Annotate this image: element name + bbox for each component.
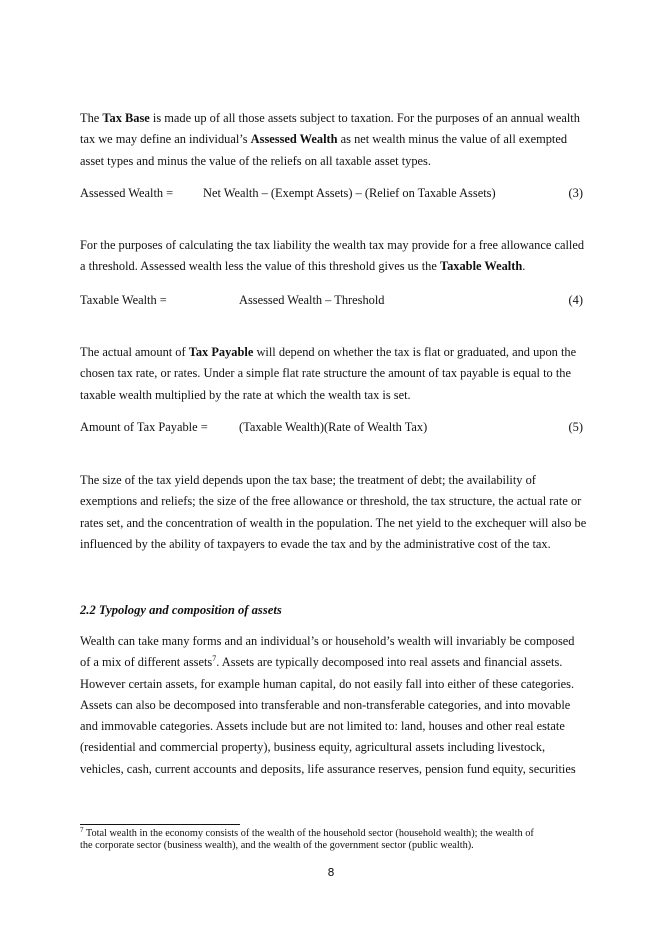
text-line: taxable wealth multiplied by the rate at which the wealth tax is set. xyxy=(80,387,411,402)
text-line: Assets can also be decomposed into transferable and non-transferable categories, and into movable xyxy=(80,697,571,712)
equation-rhs: (Taxable Wealth)(Rate of Wealth Tax) xyxy=(239,420,428,434)
page-number: 8 xyxy=(327,866,335,879)
equation-number: (3) xyxy=(568,186,583,200)
equation-3 xyxy=(80,183,583,203)
text: . Assets are typically decomposed into real assets and financial assets. xyxy=(216,655,563,670)
text: as net wealth minus the value of all exempted xyxy=(337,132,568,147)
footnote-marker: 7 xyxy=(80,826,84,834)
paragraph-tax-base xyxy=(80,108,584,172)
text: Total wealth in the economy consists of the wealth of the household sector (household wealth); the wealth of xyxy=(83,828,534,839)
text: The actual amount of xyxy=(80,345,189,359)
footnote-line: the corporate sector (business wealth), and the wealth of the government sector (public wealth). xyxy=(80,839,474,851)
text-line: (residential and commercial property), business equity, agricultural assets including livestock, xyxy=(80,740,546,755)
equation-rhs: Net Wealth – (Exempt Assets) – (Relief on Taxable Assets) xyxy=(203,186,496,200)
text-line: asset types and minus the value of the reliefs on all taxable asset types. xyxy=(80,153,431,168)
term-tax-base: Tax Base xyxy=(102,111,150,125)
equation-5 xyxy=(80,417,583,437)
term-tax-payable: Tax Payable xyxy=(188,345,254,359)
text: a threshold. Assessed wealth less the value of this threshold gives us the xyxy=(80,259,440,274)
footnote-reference[interactable]: 7 xyxy=(212,654,217,664)
text-line: chosen tax rate, or rates. Under a simple flat rate structure the amount of tax payable is equal to the xyxy=(80,366,571,381)
text-line xyxy=(80,652,584,673)
paragraph-threshold xyxy=(80,235,584,278)
equation-number: (4) xyxy=(568,293,583,307)
equation-lhs: Amount of Tax Payable = xyxy=(80,420,208,434)
text-line: The size of the tax yield depends upon the tax base; the treatment of debt; the availability of xyxy=(80,473,536,487)
footnote-line xyxy=(80,828,590,840)
text-line xyxy=(80,342,584,363)
text-line: However certain assets, for example human capital, do not easily fall into either of these categories. xyxy=(80,676,575,691)
text: The xyxy=(80,111,103,125)
text: of a mix of different assets xyxy=(80,655,213,670)
text-line: For the purposes of calculating the tax liability the wealth tax may provide for a free allowance called xyxy=(80,238,585,252)
equation-rhs: Assessed Wealth – Threshold xyxy=(239,293,385,307)
text: will depend on whether the tax is flat or graduated, and upon the xyxy=(253,345,577,359)
term-taxable-wealth: Taxable Wealth xyxy=(439,259,523,274)
text-line xyxy=(80,129,584,150)
text-line: vehicles, cash, current accounts and deposits, life assurance reserves, pension fund equity, securities xyxy=(80,761,576,776)
text-line xyxy=(80,256,584,277)
paragraph-tax-yield xyxy=(80,470,587,555)
equation-number: (5) xyxy=(568,420,583,434)
equation-4 xyxy=(80,290,583,310)
text-line: rates set, and the concentration of wealth in the population. The net yield to the exchequer will also be xyxy=(80,515,587,530)
text-line: and immovable categories. Assets include but are not limited to: land, houses and other real estate xyxy=(80,719,565,734)
text: tax we may define an individual’s xyxy=(80,132,251,147)
text-line xyxy=(80,108,584,129)
text: . xyxy=(522,259,526,274)
text: is made up of all those assets subject to taxation. For the purposes of an annual wealth xyxy=(149,111,580,125)
paragraph-typology xyxy=(80,631,584,780)
text-line: exemptions and reliefs; the size of the free allowance or threshold, the tax structure, the actual rate or xyxy=(80,494,582,509)
text-line: Wealth can take many forms and an individual’s or household’s wealth will invariably be composed xyxy=(80,634,575,648)
term-assessed-wealth: Assessed Wealth xyxy=(250,132,338,147)
equation-lhs: Taxable Wealth = xyxy=(80,293,167,307)
footnote xyxy=(80,828,590,851)
paragraph-tax-payable xyxy=(80,342,584,406)
equation-lhs: Assessed Wealth = xyxy=(80,186,174,200)
section-heading: 2.2 Typology and composition of assets xyxy=(80,603,282,617)
footnote-separator xyxy=(80,824,240,825)
text-line: influenced by the ability of taxpayers to evade the tax and by the administrative cost of the tax. xyxy=(80,536,551,551)
